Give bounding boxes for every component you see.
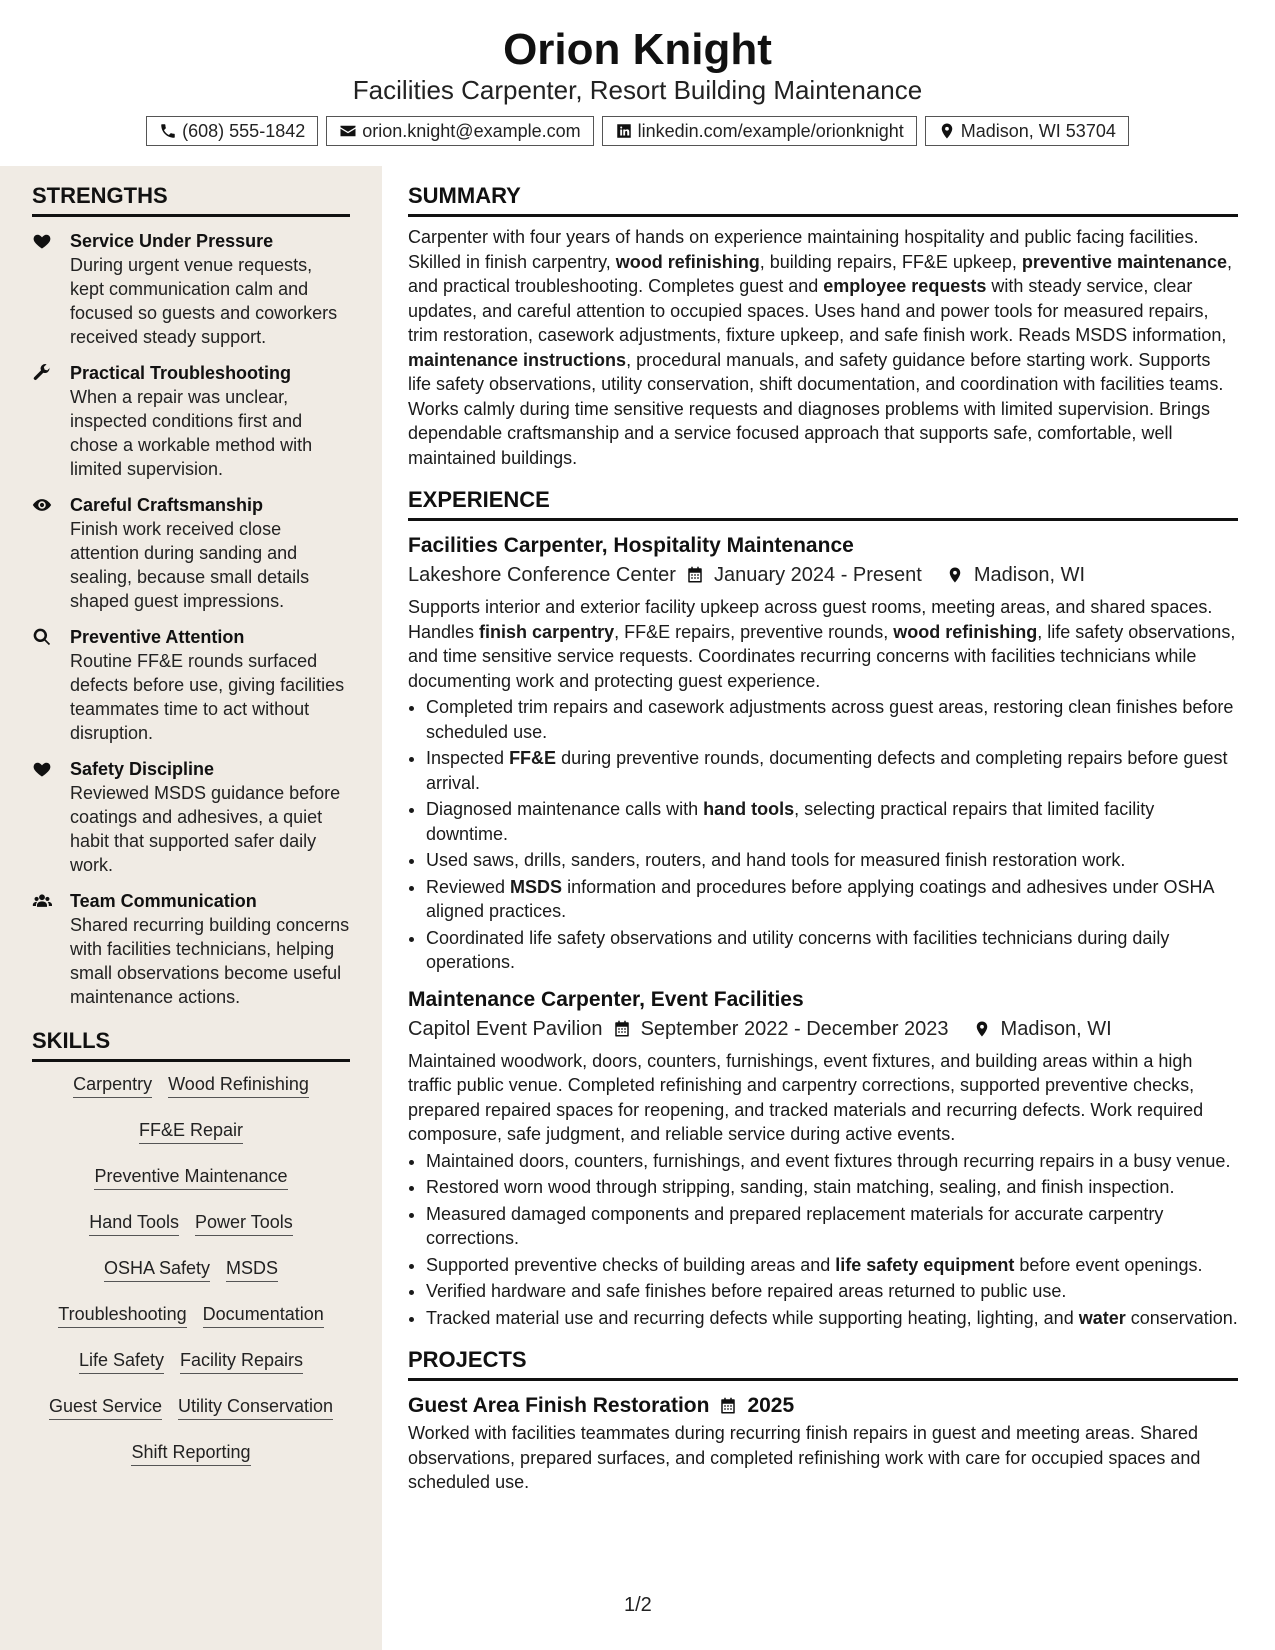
text-run: Supports interior and exterior facility upkeep across guest rooms, meeting areas, and shared spaces. Handles bbox=[408, 597, 1213, 642]
skill-row bbox=[32, 1394, 350, 1420]
candidate-name: Orion Knight bbox=[503, 25, 772, 74]
text-run: , FF&E repairs, preventive rounds, bbox=[614, 621, 894, 642]
bold-keyword: preventive maintenance bbox=[1021, 251, 1227, 272]
strength-title: Preventive Attention bbox=[70, 627, 245, 647]
strength-title: Practical Troubleshooting bbox=[70, 363, 292, 383]
job-description bbox=[408, 595, 1238, 693]
skill-tag: FF&E Repair bbox=[139, 1118, 243, 1144]
strength-item bbox=[32, 625, 350, 745]
strength-desc: Shared recurring building concerns with facilities technicians, helping small observations become useful maintenance actions. bbox=[70, 915, 350, 1007]
text-run: Diagnosed maintenance calls with bbox=[426, 799, 704, 819]
job-dates: September 2022 - December 2023 bbox=[640, 1017, 949, 1040]
job-bullet bbox=[426, 1149, 1238, 1174]
job-bullet bbox=[426, 797, 1238, 846]
skill-tag: OSHA Safety bbox=[104, 1256, 210, 1282]
strength-title: Careful Craftsmanship bbox=[70, 495, 264, 515]
project-title: Guest Area Finish Restoration bbox=[408, 1394, 710, 1417]
contact-linkedin[interactable] bbox=[602, 116, 917, 146]
strength-item bbox=[32, 889, 350, 1009]
contact-bar bbox=[0, 116, 1275, 146]
text-run: Measured damaged components and prepared replacement materials for accurate carpentry corrections. bbox=[426, 1203, 1164, 1248]
skill-row bbox=[32, 1256, 350, 1282]
text-run: with steady service, clear updates, and careful attention to occupied spaces. Uses hand and power tools for measured repairs, trim restoration, casework adjustments, fixture upkeep, and safe finish work. Reads MSDS information, bbox=[408, 276, 1227, 345]
map-pin-icon bbox=[973, 1020, 991, 1038]
skill-tag: Carpentry bbox=[73, 1072, 152, 1098]
text-run: information and procedures before applying coatings and adhesives under OSHA aligned practices. bbox=[426, 876, 1214, 921]
resume-header bbox=[0, 0, 1275, 142]
strength-body bbox=[70, 625, 350, 745]
experience-heading: EXPERIENCE bbox=[408, 486, 1238, 521]
candidate-title: Facilities Carpenter, Resort Building Maintenance bbox=[352, 75, 923, 105]
text-run: , selecting practical repairs that limited facility downtime. bbox=[426, 799, 1155, 844]
strength-icon-wrap bbox=[32, 625, 70, 745]
heart-icon bbox=[32, 759, 52, 779]
job-bullet bbox=[426, 695, 1238, 744]
job-location: Madison, WI bbox=[1000, 1017, 1112, 1040]
text-run: Supported preventive checks of building areas and bbox=[426, 1254, 836, 1275]
bold-keyword: water bbox=[1078, 1307, 1126, 1328]
job-bullet bbox=[426, 875, 1238, 924]
strength-icon-wrap bbox=[32, 493, 70, 613]
job-entry bbox=[408, 985, 1238, 1331]
job-bullet bbox=[426, 1306, 1238, 1331]
strength-item bbox=[32, 493, 350, 613]
map-pin-icon bbox=[938, 122, 956, 140]
text-run: Maintained woodwork, doors, counters, furnishings, event fixtures, and building areas within a high traffic public venue. Completed refinishing and carpentry corrections, supported preventive checks, prepared repaired spaces for reopening, and tracked materials and recurring defects. Work required composure, safe judgment, and reliable service during active events. bbox=[408, 1050, 1204, 1144]
calendar-icon bbox=[613, 1020, 631, 1038]
bold-keyword: wood refinishing bbox=[893, 621, 1038, 642]
job-location: Madison, WI bbox=[973, 564, 1086, 586]
strength-title: Safety Discipline bbox=[70, 759, 215, 779]
strength-desc: Reviewed MSDS guidance before coatings and adhesives, a quiet habit that supported safer daily work. bbox=[70, 783, 341, 875]
strengths-list bbox=[32, 229, 350, 1009]
skill-tag: MSDS bbox=[226, 1256, 278, 1282]
skill-tag: Power Tools bbox=[195, 1210, 293, 1236]
calendar-icon bbox=[686, 566, 704, 584]
bold-keyword: maintenance instructions bbox=[408, 349, 627, 370]
skill-row bbox=[32, 1164, 350, 1190]
job-bullet bbox=[426, 1279, 1238, 1304]
text-run: , life safety observations, and time sensitive service requests. Coordinates recurring concerns with facilities technicians while documenting work and protecting guest experience. bbox=[408, 621, 1236, 691]
bold-keyword: finish carpentry bbox=[479, 621, 615, 642]
job-bullet bbox=[426, 1175, 1238, 1200]
contact-phone[interactable] bbox=[146, 116, 318, 146]
strength-icon-wrap bbox=[32, 889, 70, 1009]
text-run: Inspected bbox=[426, 748, 510, 768]
strength-desc: Finish work received close attention during sanding and sealing, because small details shaped guest impressions. bbox=[70, 519, 310, 611]
summary-heading: SUMMARY bbox=[408, 182, 1238, 217]
bold-keyword: MSDS bbox=[510, 876, 563, 897]
job-bullet bbox=[426, 746, 1238, 795]
project-entry bbox=[408, 1391, 1238, 1495]
job-bullet bbox=[426, 1202, 1238, 1251]
job-title: Facilities Carpenter, Hospitality Maintenance bbox=[408, 534, 854, 557]
strength-icon-wrap bbox=[32, 361, 70, 481]
page-number: 1/2 bbox=[624, 1594, 652, 1616]
search-icon bbox=[32, 627, 52, 647]
strength-body bbox=[70, 889, 350, 1009]
text-run: Reviewed bbox=[426, 876, 511, 897]
linkedin-icon bbox=[615, 122, 633, 140]
strength-icon-wrap bbox=[32, 229, 70, 349]
bold-keyword: life safety equipment bbox=[835, 1254, 1015, 1275]
text-run: Completed trim repairs and casework adjustments across guest areas, restoring clean finishes before scheduled use. bbox=[426, 697, 1234, 742]
job-entry bbox=[408, 531, 1238, 975]
users-icon bbox=[32, 891, 52, 911]
skill-row bbox=[32, 1440, 350, 1466]
bold-keyword: hand tools bbox=[703, 799, 795, 819]
project-description: Worked with facilities teammates during recurring finish repairs in guest and meeting areas. Shared observations, prepared surfaces, and completed refinishing work with care for occupied spaces and scheduled use. bbox=[408, 1423, 1201, 1492]
contact-map-pin[interactable] bbox=[925, 116, 1129, 146]
strength-body bbox=[70, 229, 350, 349]
text-run: Carpenter with four years of hands on experience maintaining hospitality and public facing facilities. Skilled in finish carpentry, bbox=[408, 227, 1199, 272]
job-meta bbox=[408, 561, 1238, 589]
contact-text: Madison, WI 53704 bbox=[960, 121, 1116, 141]
job-title: Maintenance Carpenter, Event Facilities bbox=[408, 987, 804, 1011]
strength-item bbox=[32, 757, 350, 877]
job-bullet bbox=[426, 1253, 1238, 1278]
contact-text: linkedin.com/example/orionknight bbox=[637, 121, 904, 141]
bold-keyword: wood refinishing bbox=[615, 251, 760, 272]
map-pin-icon bbox=[946, 566, 964, 584]
skill-tag: Utility Conservation bbox=[178, 1394, 333, 1420]
bold-keyword: FF&E bbox=[509, 748, 557, 768]
contact-text: orion.knight@example.com bbox=[362, 121, 581, 141]
bold-keyword: employee requests bbox=[823, 276, 987, 296]
strength-body bbox=[70, 757, 350, 877]
text-run: Restored worn wood through stripping, sanding, stain matching, sealing, and finish inspection. bbox=[426, 1177, 1175, 1197]
skill-row bbox=[32, 1072, 350, 1098]
text-run: Used saws, drills, sanders, routers, and hand tools for measured finish restoration work. bbox=[426, 850, 1126, 870]
summary-text bbox=[408, 225, 1238, 470]
job-meta bbox=[408, 1015, 1238, 1043]
text-run: Maintained doors, counters, furnishings, and event fixtures through recurring repairs in a busy venue. bbox=[426, 1150, 1231, 1171]
contact-text: (608) 555-1842 bbox=[182, 121, 306, 141]
strength-item bbox=[32, 229, 350, 349]
text-run: before event openings. bbox=[1014, 1254, 1203, 1275]
text-run: Tracked material use and recurring defects while supporting heating, lighting, and bbox=[426, 1307, 1079, 1328]
skill-tag: Troubleshooting bbox=[58, 1302, 186, 1328]
skill-tag: Wood Refinishing bbox=[168, 1072, 309, 1098]
projects-list bbox=[408, 1391, 1238, 1495]
text-run: , and practical troubleshooting. Completes guest and bbox=[408, 251, 1233, 296]
project-title-row bbox=[408, 1391, 1238, 1421]
job-dates: January 2024 - Present bbox=[713, 564, 922, 586]
strength-title: Team Communication bbox=[70, 891, 257, 911]
text-run: conservation. bbox=[1125, 1307, 1238, 1328]
text-run: during preventive rounds, documenting defects and completing repairs before guest arrival. bbox=[426, 748, 1228, 793]
calendar-icon bbox=[719, 1397, 737, 1415]
strengths-heading: STRENGTHS bbox=[32, 182, 350, 217]
skill-row bbox=[32, 1118, 350, 1144]
skill-tag: Hand Tools bbox=[89, 1210, 179, 1236]
skill-row bbox=[32, 1348, 350, 1374]
strength-icon-wrap bbox=[32, 757, 70, 877]
skills-heading: SKILLS bbox=[32, 1027, 350, 1062]
skills-list bbox=[32, 1072, 350, 1466]
skill-tag: Preventive Maintenance bbox=[94, 1164, 287, 1190]
skill-tag: Facility Repairs bbox=[180, 1348, 303, 1374]
text-run: , procedural manuals, and safety guidance before starting work. Supports life safety observations, utility conservation, shift documentation, and coordination with facilities teams. Works calmly during time sensitive requests and diagnoses problems with limited supervision. Brings dependable craftsmanship and a service focused approach that supports safe, comfortable, well maintained buildings. bbox=[408, 349, 1224, 468]
text-run: Verified hardware and safe finishes before repaired areas returned to public use. bbox=[426, 1281, 1067, 1301]
skill-tag: Shift Reporting bbox=[131, 1440, 250, 1466]
experience-list bbox=[408, 531, 1238, 1330]
job-bullets bbox=[408, 1149, 1238, 1331]
skill-tag: Documentation bbox=[203, 1302, 324, 1328]
skill-tag: Guest Service bbox=[49, 1394, 162, 1420]
text-run: Coordinated life safety observations and utility concerns with facilities technicians during daily operations. bbox=[426, 927, 1170, 972]
strength-body bbox=[70, 361, 350, 481]
strength-body bbox=[70, 493, 350, 613]
eye-icon bbox=[32, 495, 52, 515]
strength-title: Service Under Pressure bbox=[70, 231, 274, 251]
text-run: , building repairs, FF&E upkeep, bbox=[759, 251, 1022, 272]
job-bullet bbox=[426, 848, 1238, 873]
project-year: 2025 bbox=[747, 1394, 795, 1417]
phone-icon bbox=[159, 122, 177, 140]
job-company: Capitol Event Pavilion bbox=[408, 1017, 603, 1040]
strength-desc: Routine FF&E rounds surfaced defects before use, giving facilities teammates time to act without disruption. bbox=[70, 651, 345, 743]
skill-row bbox=[32, 1302, 350, 1328]
job-company: Lakeshore Conference Center bbox=[408, 564, 676, 586]
strength-desc: During urgent venue requests, kept communication calm and focused so guests and coworkers received steady support. bbox=[70, 255, 338, 347]
sidebar bbox=[0, 166, 382, 1650]
envelope-icon bbox=[339, 122, 357, 140]
main-column bbox=[408, 166, 1238, 1495]
contact-envelope[interactable] bbox=[326, 116, 593, 146]
job-bullets bbox=[408, 695, 1238, 975]
wrench-icon bbox=[32, 363, 52, 383]
skill-row bbox=[32, 1210, 350, 1236]
strength-item bbox=[32, 361, 350, 481]
projects-heading: PROJECTS bbox=[408, 1346, 1238, 1381]
strength-desc: When a repair was unclear, inspected conditions first and chose a workable method with limited supervision. bbox=[70, 387, 313, 479]
job-bullet bbox=[426, 926, 1238, 975]
heart-icon bbox=[32, 231, 52, 251]
job-description bbox=[408, 1049, 1238, 1147]
skill-tag: Life Safety bbox=[79, 1348, 164, 1374]
